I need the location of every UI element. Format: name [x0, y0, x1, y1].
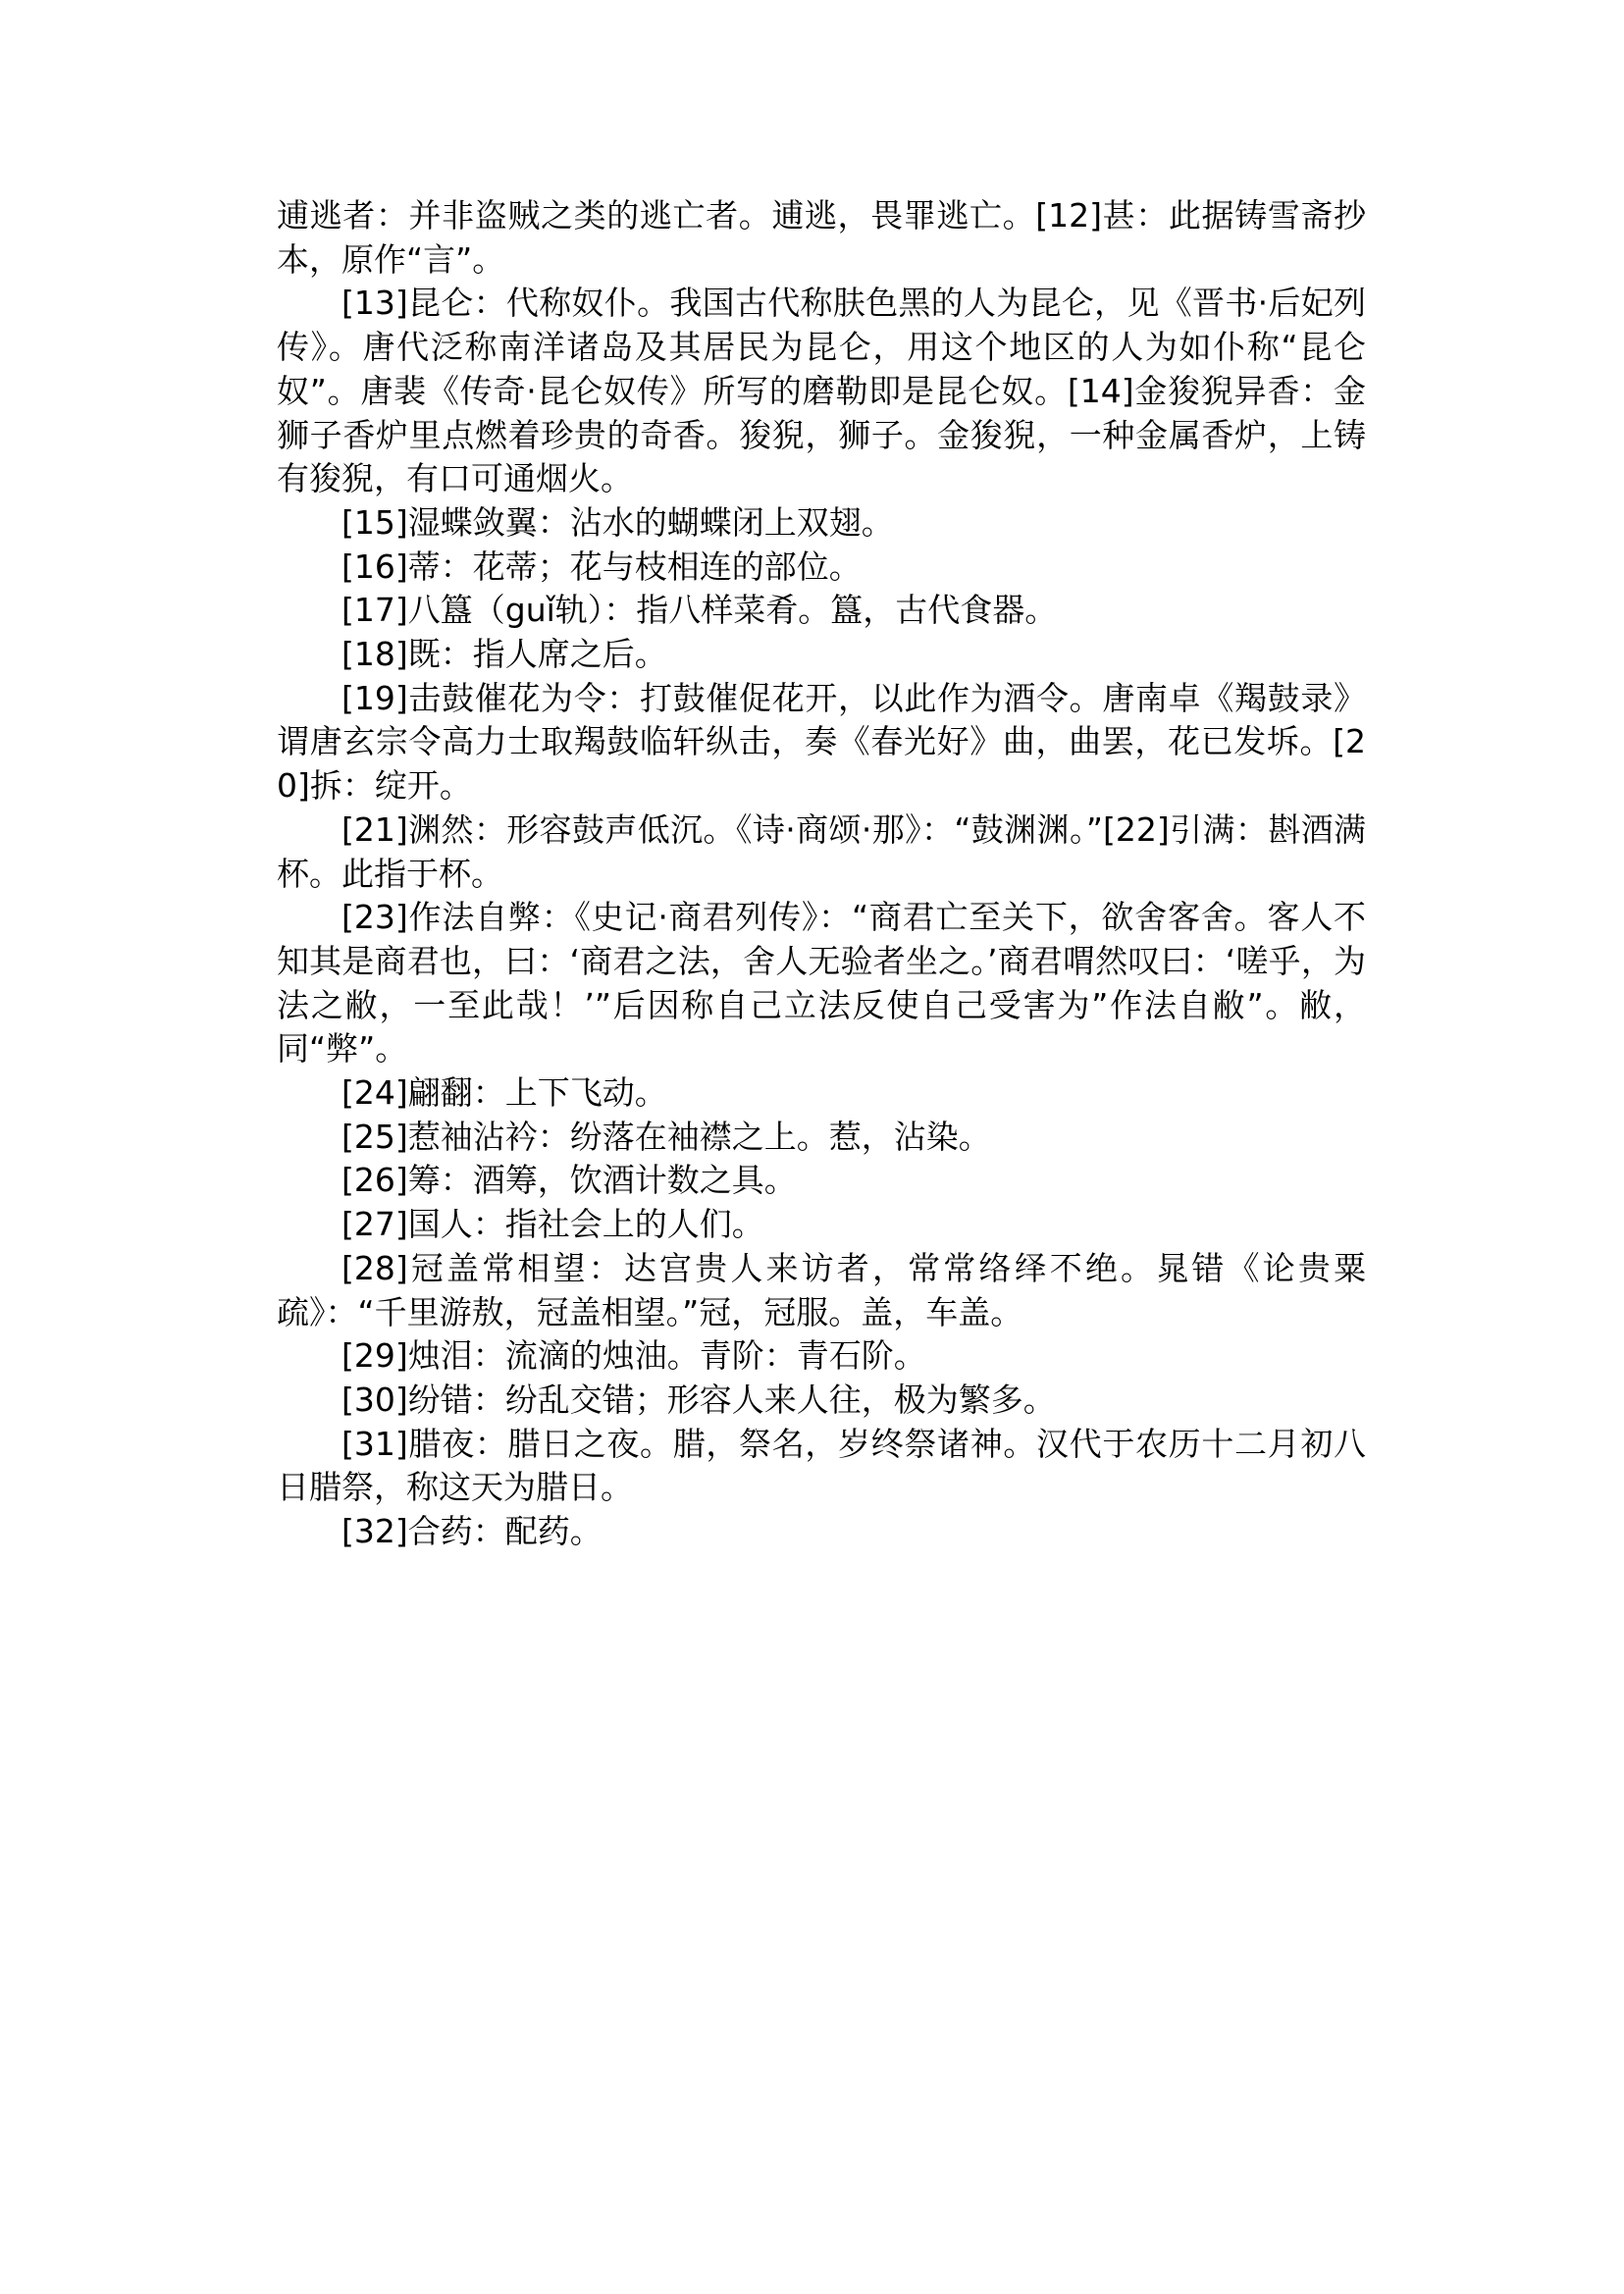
note-23: [23]作法自弊：《史记·商君列传》：“商君亡至关下，欲舍客舍。客人不知其是商君也，曰：‘商君之法，舍人无验者坐之。’商君喟然叹曰：‘嗟乎，为法之敝，一至此哉！’”后因称自己立法反使自己受害为”作法自敝”。敝，同“弊”。 [277, 898, 1366, 1069]
note-29: [29]烛泪：流滴的烛油。青阶：青石阶。 [341, 1336, 926, 1376]
note-28: [28]冠盖常相望：达宫贵人来访者，常常络绎不绝。晁错《论贵粟疏》：“千里游敖，冠盖相望。”冠，冠服。盖，车盖。 [277, 1248, 1366, 1331]
note-13-14: [13]昆仑：代称奴仆。我国古代称肤色黑的人为昆仑，见《晋书·后妃列传》。唐代泛称南洋诸岛及其居民为昆仑，用这个地区的人为如仆称“昆仑奴”。唐裴《传奇·昆仑奴传》所写的磨勒即是昆仑奴。[14]金狻猊异香：金狮子香炉里点燃着珍贵的奇香。狻猊，狮子。金狻猊，一种金属香炉，上铸有狻猊，有口可通烟火。 [277, 284, 1366, 498]
note-16: [16]蒂：花蒂；花与枝相连的部位。 [341, 547, 862, 586]
note-15: [15]湿蝶敛翼：沾水的蝴蝶闭上双翅。 [341, 502, 894, 542]
note-paragraph-continuation: 逋逃者：并非盗贼之类的逃亡者。逋逃，畏罪逃亡。[12]甚：此据铸雪斋抄本，原作“言”。 [277, 196, 1366, 279]
note-18: [18]既：指人席之后。 [341, 635, 667, 674]
note-21-22: [21]渊然：形容鼓声低沉。《诗·商颂·那》：“鼓渊渊。”[22]引满：斟酒满杯。此指于杯。 [277, 809, 1366, 893]
note-17: [17]八簋（guǐ轨）：指八样菜肴。簋，古代食器。 [341, 591, 1058, 630]
note-25: [25]惹袖沾衿：纷落在袖襟之上。惹，沾染。 [341, 1117, 991, 1156]
note-26: [26]筹：酒筹，饮酒计数之具。 [341, 1161, 797, 1200]
note-32: [32]合药：配药。 [341, 1512, 602, 1551]
note-30: [30]纷错：纷乱交错；形容人来人往，极为繁多。 [341, 1380, 1056, 1419]
document-page [277, 194, 1366, 1554]
note-27: [27]国人：指社会上的人们。 [341, 1205, 764, 1244]
note-19-20: [19]击鼓催花为令：打鼓催促花开，以此作为酒令。唐南卓《羯鼓录》谓唐玄宗令高力士取羯鼓临轩纵击，奏《春光好》曲，曲罢，花已发坼。[20]拆：绽开。 [277, 678, 1366, 806]
note-31: [31]腊夜：腊日之夜。腊，祭名，岁终祭诸神。汉代于农历十二月初八日腊祭，称这天为腊日。 [277, 1424, 1366, 1507]
note-24: [24]翩翻：上下飞动。 [341, 1073, 667, 1113]
